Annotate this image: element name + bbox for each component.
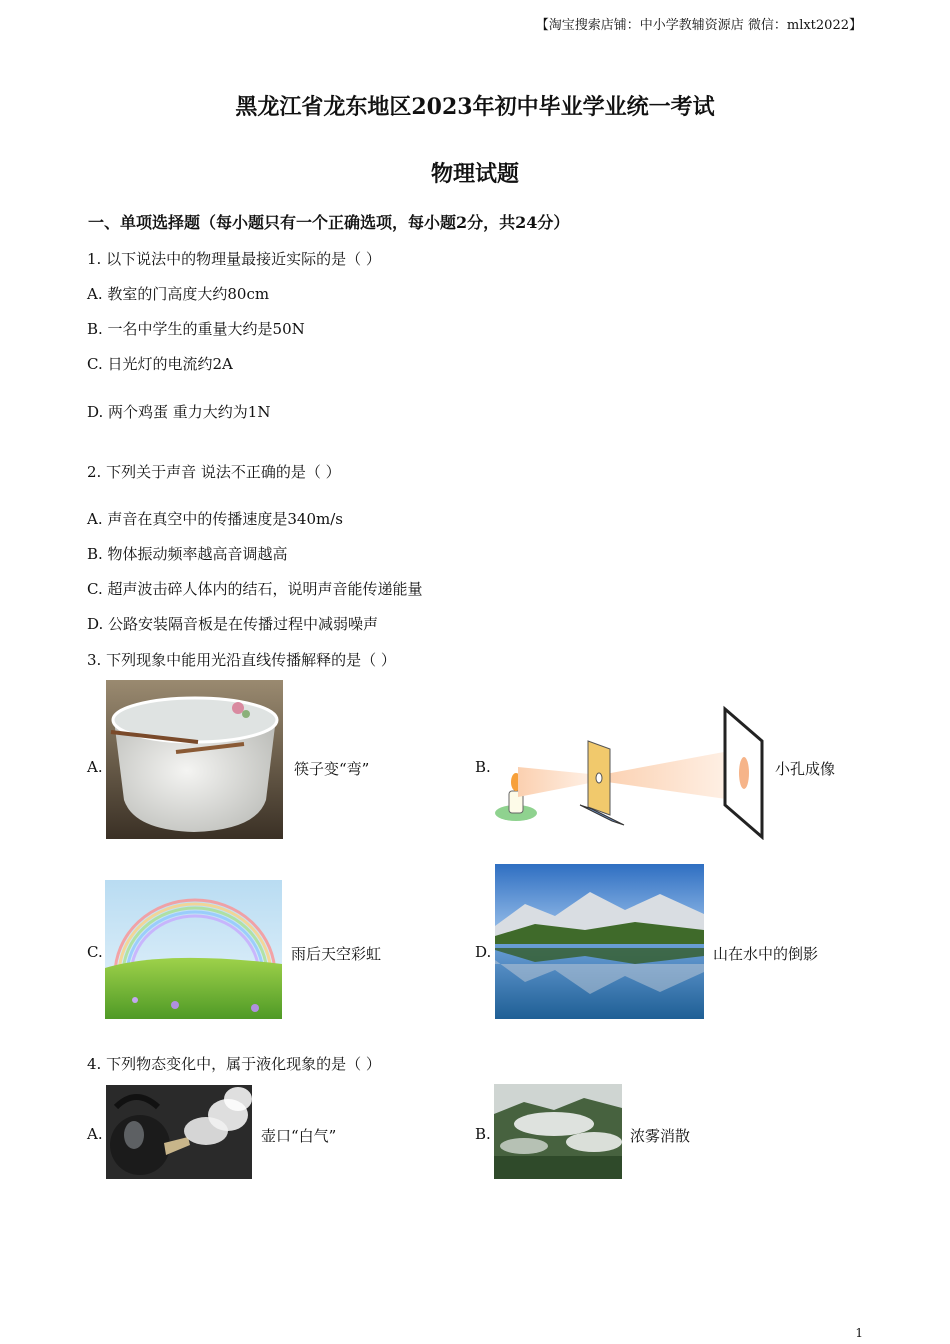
q1-option-c: C. 日光灯的电流约2A [87, 355, 233, 373]
q2-stem: 2. 下列关于声音 说法不正确的是（ ） [87, 463, 341, 481]
q1-stem: 1. 以下说法中的物理量最接近实际的是（ ） [87, 250, 381, 268]
q2-option-a: A. 声音在真空中的传播速度是340m/s [87, 510, 343, 528]
exam-subtitle: 物理试题 [430, 161, 519, 187]
q3-stem: 3. 下列现象中能用光沿直线传播解释的是（ ） [87, 651, 396, 669]
q3-a-caption: 筷子变“弯” [294, 760, 370, 778]
page-header: 【淘宝搜索店铺：中小学教辅资源店 微信：mlxt2022】 [535, 18, 862, 33]
q3-d-caption: 山在水中的倒影 [713, 945, 819, 963]
q4-a-caption: 壶口“白气” [261, 1127, 337, 1145]
mountain-reflection-image [495, 864, 704, 1019]
q3-d-letter: D. [475, 943, 492, 961]
exam-title: 黑龙江省龙东地区2023年初中毕业学业统一考试 [235, 94, 715, 120]
q1-option-d: D. 两个鸡蛋 重力大约为1N [87, 403, 271, 421]
q4-b-letter: B. [475, 1125, 491, 1143]
q4-a-letter: A. [87, 1125, 103, 1143]
q3-b-letter: B. [475, 758, 491, 776]
q3-c-caption: 雨后天空彩虹 [291, 945, 382, 963]
q3-c-letter: C. [87, 943, 103, 961]
page-number: 1 [855, 1326, 863, 1340]
rainbow-image [105, 880, 282, 1019]
pinhole-camera-diagram [492, 705, 767, 840]
q2-option-c: C. 超声波击碎人体内的结石，说明声音能传递能量 [87, 580, 423, 598]
q3-a-letter: A. [87, 758, 103, 776]
q2-option-b: B. 物体振动频率越高音调越高 [87, 545, 288, 563]
fog-dispersing-image [494, 1084, 622, 1179]
kettle-steam-image [106, 1085, 252, 1179]
q1-option-a: A. 教室的门高度大约80cm [87, 285, 270, 303]
chopsticks-bowl-image [106, 680, 283, 839]
q1-option-b: B. 一名中学生的重量大约是50N [87, 320, 305, 338]
q3-b-caption: 小孔成像 [775, 760, 836, 778]
q4-b-caption: 浓雾消散 [630, 1127, 691, 1145]
q4-stem: 4. 下列物态变化中，属于液化现象的是（ ） [87, 1055, 381, 1073]
q2-option-d: D. 公路安装隔音板是在传播过程中减弱噪声 [87, 615, 379, 633]
section-heading: 一、单项选择题（每小题只有一个正确选项，每小题2分，共24分） [88, 213, 570, 232]
